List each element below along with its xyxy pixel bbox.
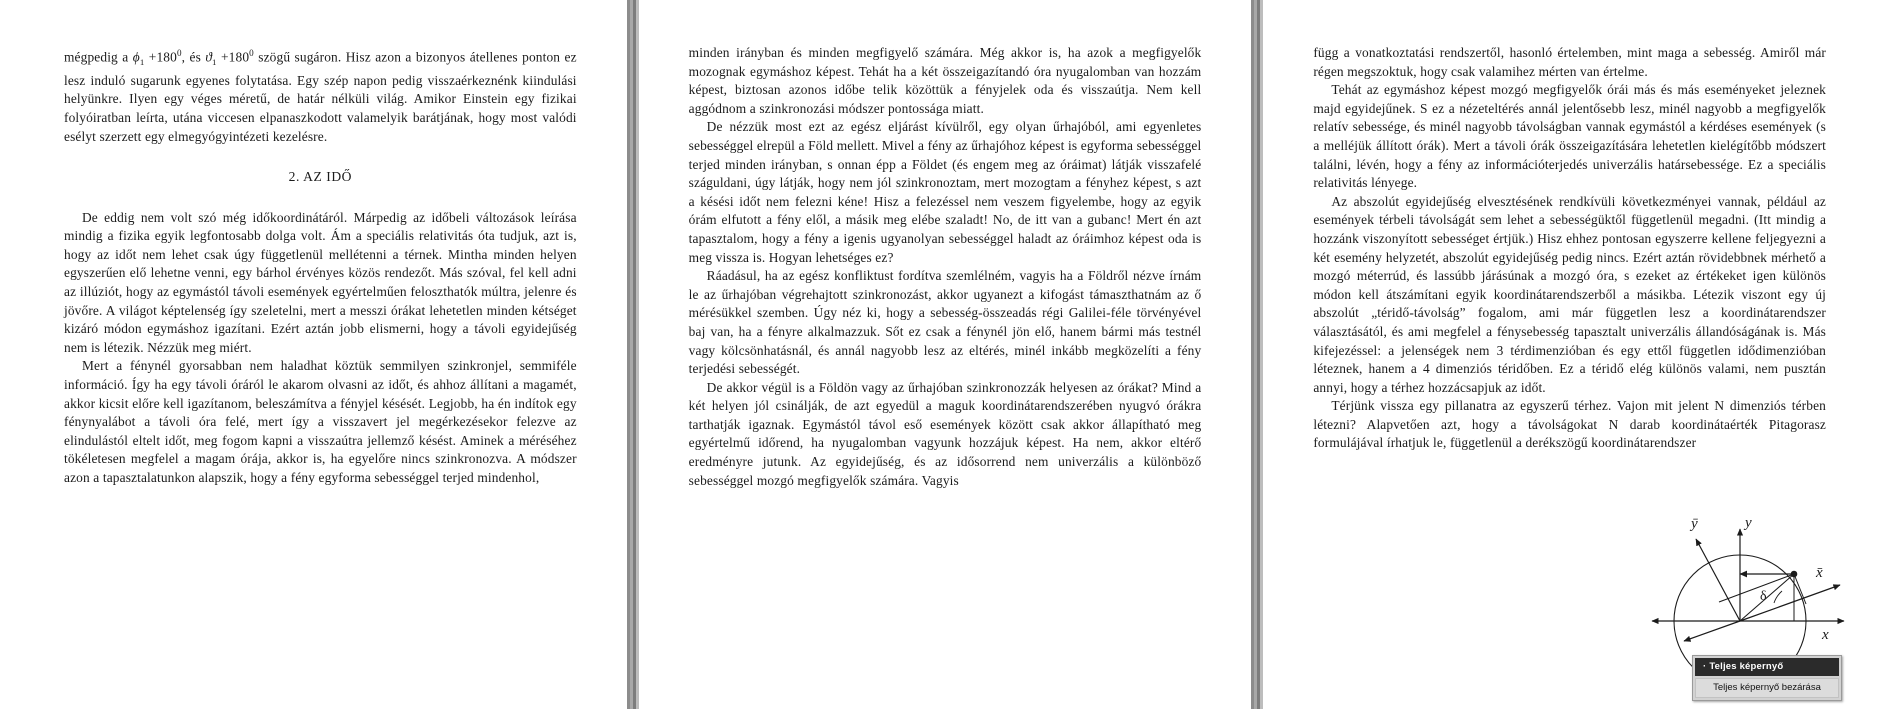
figure-label-x-rotated: x̄	[1816, 565, 1823, 581]
paragraph: De akkor végül is a Földön vagy az űrhajóban szinkronozzák helyesen az órákat? Mind a két helyen jól csinálják, de azt egyedül a maguk koordinátarendszerében nyugvó órákra tarthatják igaznak. Egymástól távol eső események között csak akkor állapítható meg egyértelmű időrend, ha nyugalomban vagyunk hozzájuk képest. Ha nem, akkor eltérő eredményre jutunk. Az egyidejűség, és az idősorrend nem univerzális a különböző sebességgel mozgó megfigyelők számára. Vagyis	[688, 379, 1202, 488]
paragraph: függ a vonatkoztatási rendszertől, hasonló értelemben, mint maga a sebesség. Amiről már régen megszoktuk, hogy csak valamihez mérten van értelme.	[1313, 45, 1827, 79]
paragraph: minden irányban és minden megfigyelő számára. Még akkor is, ha azok a megfigyelők mozognak egymáshoz képest. Tehát ha a két összeigazítandó óra nyugalomban van hozzám képest, biztosan azonos időbe telik közöttük a fényjelek oda és visszaútja. Nem kell aggódnom a szinkronozási módszer pontossága miatt.	[688, 45, 1202, 116]
page-middle-content	[641, 0, 1250, 709]
page-middle[interactable]	[641, 0, 1250, 709]
fullscreen-toolbar-item-enter[interactable]	[1695, 658, 1839, 676]
section-heading: 2. AZ IDŐ	[288, 169, 353, 185]
figure-label-y-rotated: ȳ	[1691, 516, 1698, 532]
figure-label-y: y	[1745, 515, 1752, 531]
bullet-icon: ·	[1703, 661, 1707, 672]
math-phi-symbol: ϕ	[132, 49, 140, 65]
page-gutter	[625, 0, 641, 709]
paragraph: Térjünk vissza egy pillanatra az egyszerű térhez. Vajon mit jelent N dimenziós térben létezni? Alapvetően azt, hogy a távolságokat N darab koordinátaérték Pitagorasz formulájával írhatjuk le, függetlenül a derékszögű koordinátarendszer	[1313, 398, 1827, 451]
paragraph: De nézzük most ezt az egész eljárást kívülről, egy olyan űrhajóból, ami egyenletes sebességgel elrepül a Föld mellett. Mivel a fény az űrhajóhoz képest is egyforma sebességgel terjed minden irányban, s onnan épp a Földet (és engem meg az óráimat) látják visszafelé száguldani, úgy látják, hogy nem jól szinkronoztam, mert mozogtam a fényhez képest, s azt a késési időt nem felezni kéne! Hisz a felezéssel nem veszem figyelembe, hogy az egyik órám elfutott a fény elől, a másik meg elébe szaladt! No, de itt van a gubanc! Mert én azt tapasztalom, hogy a fény a igenis ugyanolyan sebességgel haladt az óráimhoz képest oda is meg vissza is. Hogyan lehetséges ez?	[688, 119, 1202, 265]
paragraph: Tehát az egymáshoz képest mozgó megfigyelők órái más és más eseményeket jeleznek majd egyidejűnek. S ez a nézeteltérés annál jelentősebb lesz, minél nagyobb a megfigyelők relatív sebessége, és minél nagyobb távolságban vannak egymástól a kérdéses események (s a melléjük állított órák). Mert a távoli órák összeigazítására lehetetlen kielégítőbb módszert találni, lévén, hogy a fény az információterjedés univerzális határsebessége. Ez a speciális relativitás lényege.	[1313, 82, 1827, 191]
paragraph: Mert a fénynél gyorsabban nem haladhat köztük semmilyen szinkronjel, semmiféle információ. Így ha egy távoli óráról le akarom olvasni az időt, és ahhoz állítani a magamét, akkor kicsit előre kell igazítanom, beleszámítva a fényjel késését. Legjobb, ha én indítok egy fénynyalábot a távoli óra felé, mert így a visszavert jel megérkezésekor felezve az elindulástól eltelt időt, meg fogom kapni a visszaútra jellemző késést. Aminek a méréséhez tökéletesen megfelel a magam órája, akkor is, ha egyelőre nincs szinkronozva. A módszer azon a tapasztalatunkon alapszik, hogy a fény egyforma sebességgel terjed mindenhol,	[64, 358, 577, 486]
math-theta-symbol: ϑ	[205, 49, 213, 65]
viewer-right-edge	[1874, 0, 1890, 709]
fullscreen-toolbar-item-exit[interactable]	[1695, 678, 1839, 698]
paragraph: De eddig nem volt szó még időkoordinátáról. Márpedig az időbeli változások leírása mindig a fizika egyik legfontosabb dolga volt. Ám a speciális relativitás óta tudjuk, azt is, hogy az időt nem lehet csak úgy függetlenül mellétenni a térnek. Mintha minden helyen egyszerűen elő lehetne venni, egy bárhol érvényes közös rendezőt. Más szóval, fel kell adni az illúziót, hogy az egymástól távoli események egyértelműen feloszthatók múltra, jelenre és jövőre. A világot képtelenség így szeletelni, mert a messzi órákat lehetetlen minden kétséget kizáró módon egymáshoz igazítani. Ezért aztán jobb elismerni, hogy a távoli egyidejűség nem is létezik. Nézzük meg miért.	[64, 209, 577, 355]
fullscreen-toolbar[interactable]	[1692, 655, 1842, 701]
page-left[interactable]	[16, 0, 625, 709]
paragraph: Ráadásul, ha az egész konfliktust fordítva szemlélném, vagyis ha a Földről nézve írnám le az űrhajóban végrehajtott szinkronozást, akkor ugyanezt a kifogást támaszthatnám az ő mérésükkel szemben. Úgy néz ki, hogy a sebesség-összeadás régi Galilei-féle törvényével baj van, ha a fényre alkalmazzuk. Sőt ez csak a fénynél jön elő, hanem bármi más testnél vagy kölcsönhatásnál, és annál nagyobb lesz az eltérés, minél inkább megközelíti a fény terjedési sebességét.	[688, 268, 1202, 377]
page-gutter	[1249, 0, 1265, 709]
fullscreen-toolbar-item-exit-label: Teljes képernyő bezárása	[1713, 682, 1821, 693]
page-left-content	[16, 0, 625, 709]
figure-label-x: x	[1822, 627, 1829, 643]
viewer-left-edge	[0, 0, 16, 709]
paragraph: mégpedig a $\phi_1 +180^0$, és $ϑ_1 +180^0$ szögű sugáron. Hisz azon a bizonyos átellenes ponton ez lesz induló sugarunk egyenes folytatása. Egy szép napon pedig visszaérkeznénk kiindulási helyünkre. Ilyen egy véges méretű, de határ nélküli világ. Amikor Einstein egy fizikai folyóiratban leírta, utána viccesen elpanaszkodott valamelyik barátjának, hogy most valódi esélyt szerzett egy elmegyógyintézeti kezelésre.	[64, 48, 577, 144]
page-right[interactable]	[1265, 0, 1874, 709]
paragraph: Az abszolút egyidejűség elvesztésének rendkívüli következményei vannak, például az események térbeli távolságát sem lehet a sebességüktől függetlenül megadni. (Itt mindig a hozzánk viszonyított sebességet értjük.) Hisz ehhez pontosan egyszerre kellene feljegyezni a két esemény helyzetét, abszolút egyidejűség pedig nincs. Ezért aztán rövidebbnek mérhető a mozgó méterrúd, és lassúbb járásúnak a mozgó óra, s ezeket az értékeket igen különös módon kell átszámítani egyik koordinátarendszerből a másikba. Létezik viszont egy új abszolút „téridő-távolság” fogalom, ami már független lesz a koordinátarendszer választásától, és ami megfelel a fénysebesség tapasztalt univerzális állandóságának is. Más kifejezéssel: a jelenségek nem 3 térdimenzióban és egy ettől független idődimenzióban léteznek, hanem a 4 dimenziós téridőben. Ez a téridő elég különös valami, nem pusztán annyi, hogy a térhez hozzácsapjuk az időt.	[1313, 193, 1827, 395]
figure-label-delta: δ	[1760, 589, 1767, 604]
fullscreen-toolbar-item-enter-label: Teljes képernyő	[1709, 661, 1784, 672]
